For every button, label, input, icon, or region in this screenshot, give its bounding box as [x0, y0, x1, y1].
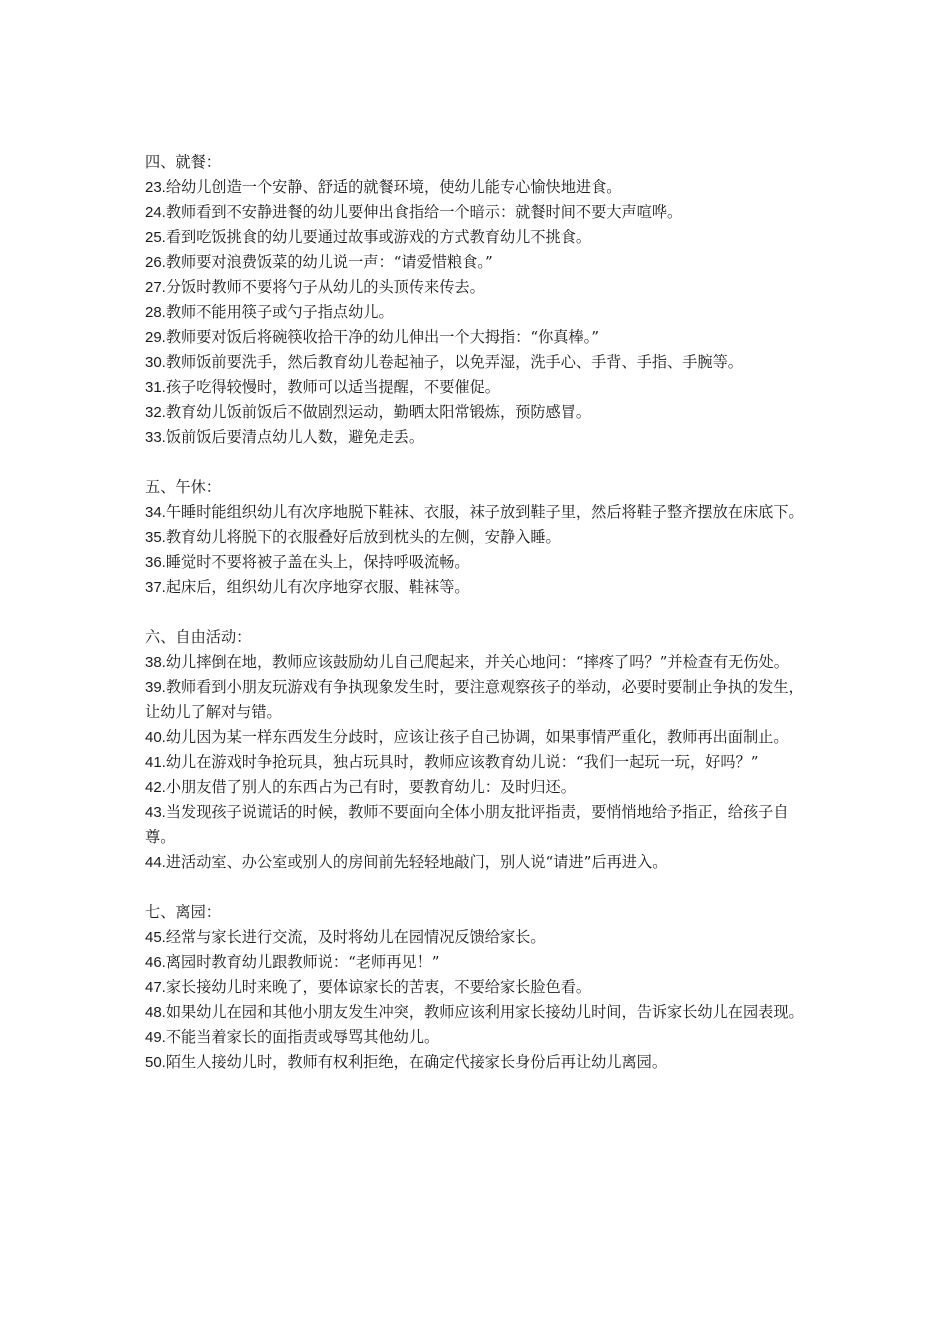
- item-text: 经常与家长进行交流，及时将幼儿在园情况反馈给家长。: [165, 928, 546, 946]
- list-item: [145, 575, 810, 600]
- list-item: [145, 850, 810, 875]
- item-text: 小朋友借了别人的东西占为己有时，要教育幼儿：及时归还。: [165, 778, 576, 796]
- item-number: 24.: [145, 204, 166, 221]
- item-text: 教育幼儿将脱下的衣服叠好后放到枕头的左侧，安静入睡。: [165, 528, 561, 546]
- list-item: [145, 350, 810, 375]
- item-text: 教师要对饭后将碗筷收拾干净的幼儿伸出一个大拇指：“你真棒。”: [165, 328, 600, 346]
- item-number: 40.: [145, 729, 166, 746]
- list-item: [145, 425, 810, 450]
- item-number: 41.: [145, 754, 166, 771]
- item-number: 30.: [145, 354, 166, 371]
- item-text: 幼儿在游戏时争抢玩具，独占玩具时，教师应该教育幼儿说：“我们一起玩一玩，好吗？”: [165, 753, 759, 771]
- list-item: [145, 550, 810, 575]
- item-text: 午睡时能组织幼儿有次序地脱下鞋袜、衣服，袜子放到鞋子里，然后将鞋子整齐摆放在床底下。: [165, 503, 804, 521]
- item-number: 26.: [145, 254, 166, 271]
- list-item: [145, 1050, 810, 1075]
- item-number: 48.: [145, 1004, 166, 1021]
- item-number: 28.: [145, 304, 166, 321]
- item-text: 分饭时教师不要将勺子从幼儿的头顶传来传去。: [165, 278, 485, 296]
- list-item: [145, 1000, 810, 1025]
- item-number: 38.: [145, 654, 166, 671]
- list-item: [145, 225, 810, 250]
- section-heading: 四、就餐：: [145, 153, 221, 171]
- item-number: 36.: [145, 554, 166, 571]
- item-number: 39.: [145, 679, 166, 696]
- item-text: 教师看到不安静进餐的幼儿要伸出食指给一个暗示：就餐时间不要大声喧哗。: [165, 203, 683, 221]
- list-item: [145, 675, 810, 725]
- item-text: 当发现孩子说谎话的时候，教师不要面向全体小朋友批评指责，要悄悄地给予指正，给孩子自尊。: [145, 803, 789, 846]
- item-text: 不能当着家长的面指责或辱骂其他幼儿。: [165, 1028, 440, 1046]
- item-number: 45.: [145, 929, 166, 946]
- list-item: [145, 375, 810, 400]
- list-item: [145, 400, 810, 425]
- item-text: 教师不能用筷子或勺子指点幼儿。: [165, 303, 394, 321]
- item-text: 幼儿因为某一样东西发生分歧时，应该让孩子自己协调，如果事情严重化，教师再出面制止。: [165, 728, 789, 746]
- list-item: [145, 250, 810, 275]
- item-text: 起床后，组织幼儿有次序地穿衣服、鞋袜等。: [165, 578, 470, 596]
- list-item: [145, 950, 810, 975]
- item-number: 23.: [145, 179, 166, 196]
- item-text: 离园时教育幼儿跟教师说：“老师再见！”: [165, 953, 440, 971]
- item-text: 进活动室、办公室或别人的房间前先轻轻地敲门，别人说“请进”后再进入。: [165, 853, 668, 871]
- item-text: 教师看到小朋友玩游戏有争执现象发生时，要注意观察孩子的举动，必要时要制止争执的发生，让幼儿了解对与错。: [145, 678, 804, 721]
- list-item: [145, 1025, 810, 1050]
- section-departure: [145, 900, 810, 1075]
- item-number: 46.: [145, 954, 166, 971]
- list-item: [145, 925, 810, 950]
- item-text: 教师饭前要洗手，然后教育幼儿卷起袖子，以免弄湿，洗手心、手背、手指、手腕等。: [165, 353, 743, 371]
- list-item: [145, 525, 810, 550]
- item-text: 教师要对浪费饭菜的幼儿说一声：“请爱惜粮食。”: [165, 253, 493, 271]
- item-text: 幼儿摔倒在地，教师应该鼓励幼儿自己爬起来，并关心地问：“摔疼了吗？”并检查有无伤处。: [165, 653, 789, 671]
- item-number: 31.: [145, 379, 166, 396]
- item-number: 50.: [145, 1054, 166, 1071]
- item-number: 37.: [145, 579, 166, 596]
- item-number: 33.: [145, 429, 166, 446]
- list-item: [145, 650, 810, 675]
- section-heading: 六、自由活动：: [145, 628, 252, 646]
- item-number: 35.: [145, 529, 166, 546]
- item-number: 42.: [145, 779, 166, 796]
- item-text: 饭前饭后要清点幼儿人数，避免走丢。: [165, 428, 425, 446]
- item-text: 给幼儿创造一个安静、舒适的就餐环境，使幼儿能专心愉快地进食。: [165, 178, 622, 196]
- section-nap: [145, 475, 810, 600]
- list-item: [145, 200, 810, 225]
- item-text: 孩子吃得较慢时，教师可以适当提醒，不要催促。: [165, 378, 500, 396]
- document-page: [145, 150, 810, 1075]
- item-number: 25.: [145, 229, 166, 246]
- list-item: [145, 325, 810, 350]
- list-item: [145, 975, 810, 1000]
- list-item: [145, 300, 810, 325]
- item-number: 32.: [145, 404, 166, 421]
- item-number: 43.: [145, 804, 166, 821]
- item-text: 睡觉时不要将被子盖在头上，保持呼吸流畅。: [165, 553, 470, 571]
- section-heading: 五、午休：: [145, 478, 221, 496]
- item-text: 教育幼儿饭前饭后不做剧烈运动，勤晒太阳常锻炼，预防感冒。: [165, 403, 592, 421]
- list-item: [145, 500, 810, 525]
- item-number: 49.: [145, 1029, 166, 1046]
- item-number: 44.: [145, 854, 166, 871]
- item-text: 如果幼儿在园和其他小朋友发生冲突，教师应该利用家长接幼儿时间，告诉家长幼儿在园表现。: [165, 1003, 804, 1021]
- list-item: [145, 775, 810, 800]
- item-text: 家长接幼儿时来晚了，要体谅家长的苦衷，不要给家长脸色看。: [165, 978, 592, 996]
- list-item: [145, 275, 810, 300]
- section-heading: 七、离园：: [145, 903, 221, 921]
- list-item: [145, 800, 810, 850]
- item-number: 34.: [145, 504, 166, 521]
- section-free-activity: [145, 625, 810, 875]
- list-item: [145, 750, 810, 775]
- list-item: [145, 725, 810, 750]
- list-item: [145, 175, 810, 200]
- item-number: 27.: [145, 279, 166, 296]
- item-text: 看到吃饭挑食的幼儿要通过故事或游戏的方式教育幼儿不挑食。: [165, 228, 592, 246]
- item-number: 47.: [145, 979, 166, 996]
- item-number: 29.: [145, 329, 166, 346]
- item-text: 陌生人接幼儿时，教师有权利拒绝，在确定代接家长身份后再让幼儿离园。: [165, 1053, 668, 1071]
- section-dining: [145, 150, 810, 450]
